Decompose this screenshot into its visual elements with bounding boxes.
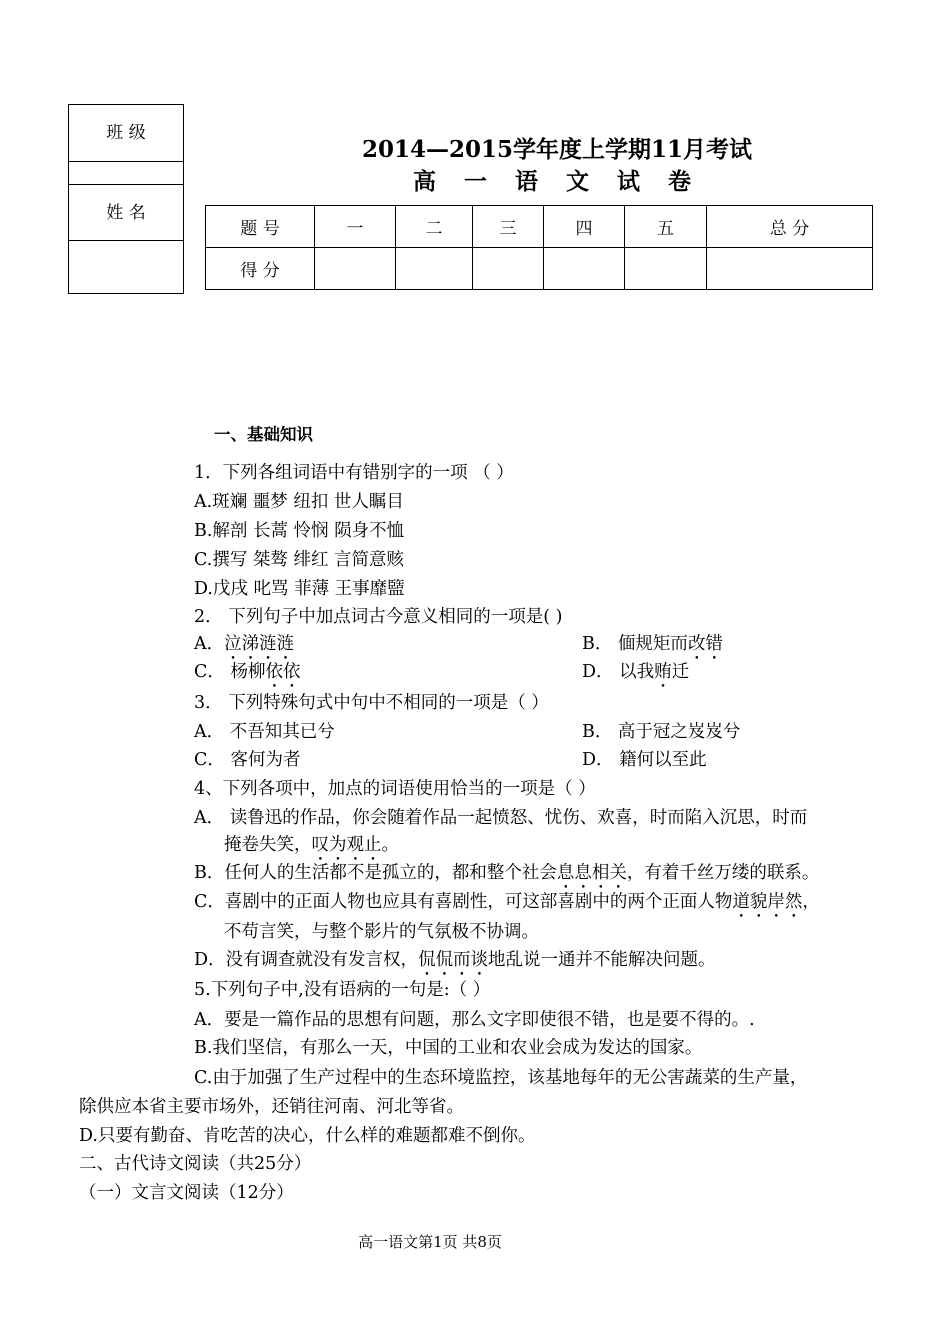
- option: B.解剖 长蒿 怜悯 陨身不恤: [194, 521, 405, 541]
- question-stem: 4、下列各项中，加点的词语使用恰当的一项是（ ）: [194, 779, 596, 799]
- option: [194, 861, 819, 893]
- option-text: B． 偭规矩而: [582, 634, 688, 654]
- option-text: D．没有调查就没有发言权，: [194, 950, 419, 970]
- dotted-word: 侃侃而谈: [418, 950, 489, 970]
- question-stem: 2． 下列句子中加点词古今意义相同的一项是( ): [194, 607, 563, 627]
- exam-title: 2014—2015学年度上学期11月考试: [361, 136, 753, 163]
- dotted-word: 息息相关: [556, 863, 627, 883]
- option-text: 迁: [671, 662, 690, 682]
- dotted-word: 依依: [265, 662, 301, 682]
- option: A.斑斓 噩梦 纽扣 世人瞩目: [194, 492, 404, 512]
- option-text: ，有着千丝万缕的联系。: [626, 863, 820, 883]
- dotted-word: 叹为观止: [311, 835, 382, 855]
- option-text: C．喜剧中的正面人物也应具有喜剧性，可这部喜剧中的两个正面人物: [194, 892, 733, 912]
- option: A．要是一篇作品的思想有问题，那么文字即使很不错，也是要不得的。.: [194, 1010, 755, 1030]
- option-prefix: A．: [194, 634, 225, 654]
- option-text: ，: [802, 892, 820, 912]
- score-row-label: 得 分: [206, 248, 315, 290]
- question-stem: 3． 下列特殊句式中句中不相同的一项是（ ）: [194, 693, 549, 713]
- option: [194, 660, 300, 692]
- option: [582, 660, 689, 692]
- score-cell[interactable]: [544, 248, 625, 290]
- option: 不苟言笑，与整个影片的气氛极不协调。: [224, 922, 539, 942]
- option: 除供应本省主要市场外，还销往河南、河北等省。: [79, 1097, 464, 1117]
- score-cell[interactable]: [473, 248, 544, 290]
- score-table-score-row: [206, 248, 873, 290]
- score-header-cell: 题 号: [206, 206, 315, 248]
- option: D． 籍何以至此: [582, 750, 707, 770]
- dotted-word: 贿: [654, 662, 672, 682]
- score-header-cell: 二: [396, 206, 473, 248]
- question-stem: 1．下列各组词语中有错别字的一项 （ ）: [194, 463, 514, 483]
- option: B.我们坚信，有那么一天，中国的工业和农业会成为发达的国家。: [194, 1038, 703, 1058]
- score-table-header-row: [206, 206, 873, 248]
- dotted-word: 泣涕涟涟: [224, 634, 295, 654]
- option: [194, 890, 820, 922]
- option: D.只要有勤奋、肯吃苦的决心，什么样的难题都难不倒你。: [79, 1126, 536, 1146]
- name-field[interactable]: [69, 241, 183, 293]
- page-footer: 高一语文第1页 共8页: [358, 1233, 502, 1251]
- score-header-cell: 总 分: [707, 206, 873, 248]
- option-text: B．任何人的生活都不是孤立的，都和整个社会: [194, 863, 557, 883]
- option: A． 不吾知其已兮: [194, 722, 335, 742]
- section-title: 二、古代诗文阅读（共25分）: [79, 1154, 312, 1174]
- student-info-box: [68, 104, 184, 294]
- score-header-cell: 五: [625, 206, 707, 248]
- option: C． 客何为者: [194, 750, 301, 770]
- score-cell[interactable]: [315, 248, 396, 290]
- option: D.戊戌 叱骂 菲薄 王事靡盬: [194, 579, 405, 599]
- class-field[interactable]: [69, 162, 183, 185]
- exam-subtitle: 高 一 语 文 试 卷: [412, 168, 702, 195]
- option: [194, 948, 716, 980]
- name-label: 姓 名: [69, 185, 183, 241]
- score-table: [205, 205, 873, 290]
- question-stem: 5.下列句子中,没有语病的一句是:（ ）: [194, 980, 491, 1000]
- option: C.撰写 桀骜 绯红 言简意赅: [194, 550, 405, 570]
- option-text: 地乱说一通并不能解决问题。: [488, 950, 716, 970]
- option-text: 。: [381, 835, 399, 855]
- option: B． 高于冠之岌岌兮: [582, 722, 741, 742]
- option-text: 掩卷失笑，: [224, 835, 312, 855]
- option-text: C． 杨柳: [194, 662, 266, 682]
- option: A． 读鲁迅的作品，你会随着作品一起愤怒、忧伤、欢喜，时而陷入沉思，时而: [194, 808, 808, 828]
- score-cell[interactable]: [707, 248, 873, 290]
- score-cell[interactable]: [625, 248, 707, 290]
- score-cell[interactable]: [396, 248, 473, 290]
- score-header-cell: 一: [315, 206, 396, 248]
- section-title: 一、基础知识: [214, 425, 313, 444]
- dotted-word: 道貌岸然: [732, 892, 803, 912]
- subsection-title: （一）文言文阅读（12分）: [79, 1183, 294, 1203]
- option: C.由于加强了生产过程中的生态环境监控，该基地每年的无公害蔬菜的生产量，: [194, 1068, 808, 1088]
- class-label: 班 级: [69, 105, 183, 162]
- score-header-cell: 三: [473, 206, 544, 248]
- score-header-cell: 四: [544, 206, 625, 248]
- dotted-word: 改错: [687, 634, 723, 654]
- option-text: D． 以我: [582, 662, 655, 682]
